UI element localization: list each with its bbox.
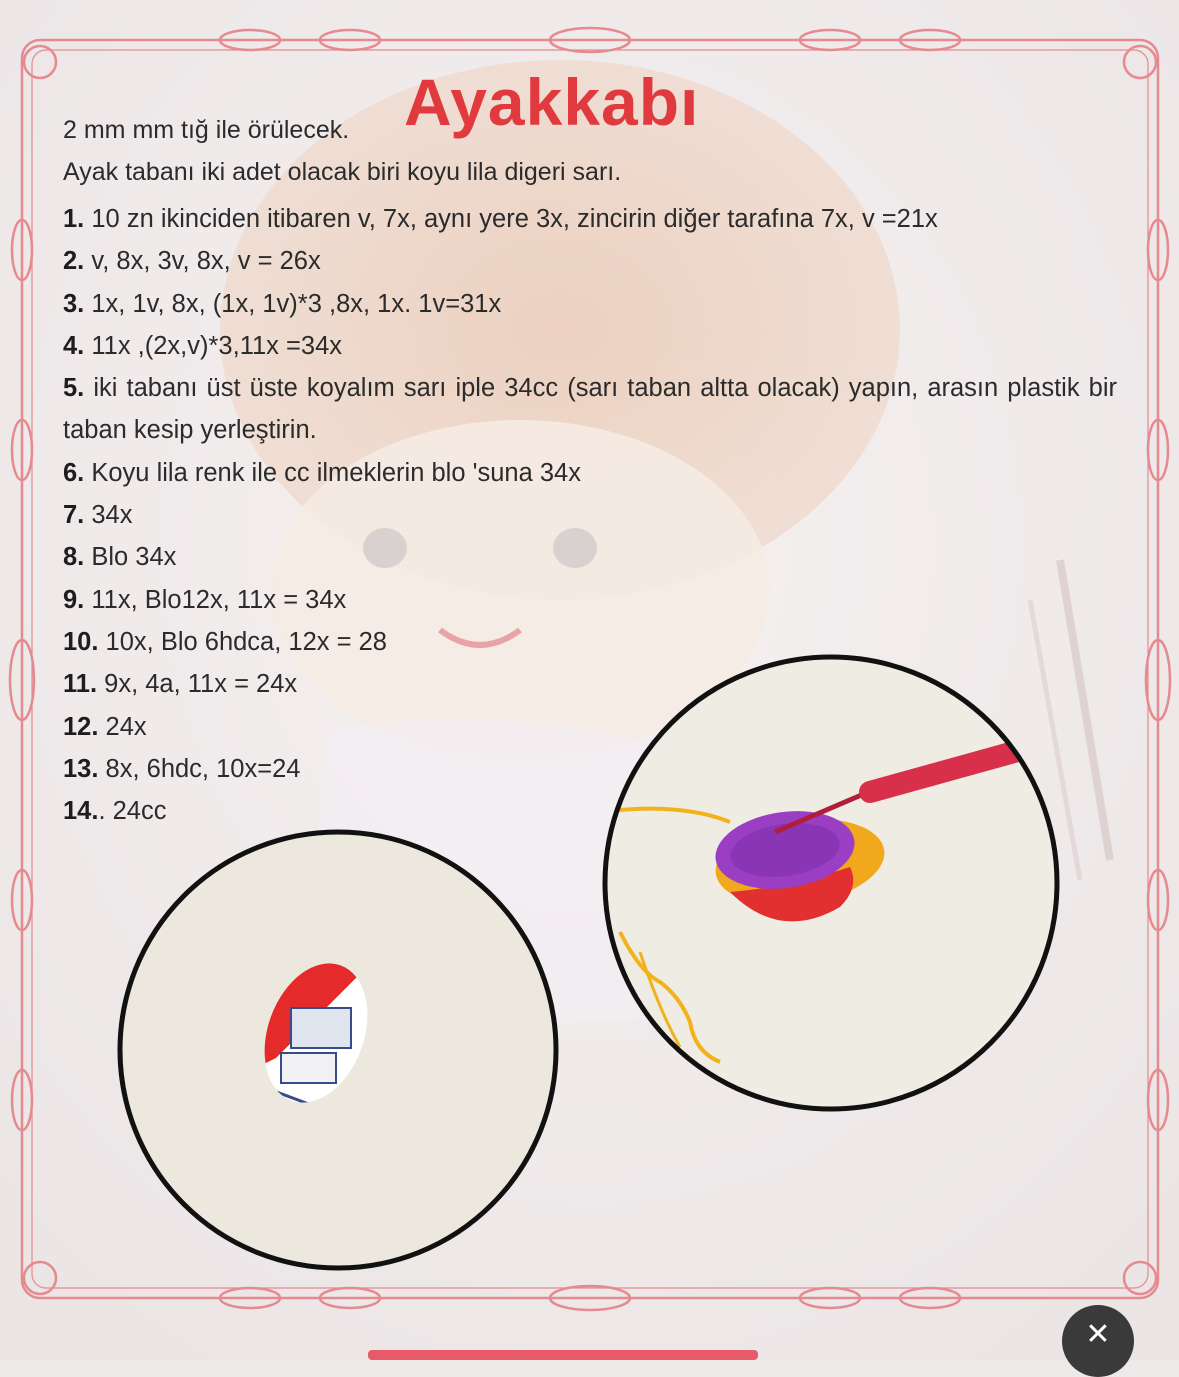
list-item: 6. Koyu lila renk ile cc ilmeklerin blo 'suna 34x: [63, 458, 581, 487]
list-item: 9. 11x, Blo12x, 11x = 34x: [63, 585, 347, 614]
list-item: 3. 1x, 1v, 8x, (1x, 1v)*3 ,8x, 1x. 1v=31x: [63, 289, 502, 318]
plastic-insert-photo: [116, 828, 560, 1272]
list-item: 13. 8x, 6hdc, 10x=24: [63, 754, 301, 783]
list-item: 7. 34x: [63, 501, 133, 530]
intro-hook-size: 2 mm mm tığ ile örülecek.: [63, 116, 350, 144]
list-item: 11. 9x, 4a, 11x = 24x: [63, 670, 298, 699]
list-item: 2. v, 8x, 3v, 8x, v = 26x: [63, 247, 321, 276]
list-item: 4. 11x ,(2x,v)*3,11x =34x: [63, 331, 343, 360]
watermark-logo: [368, 1340, 758, 1360]
list-item: 5. iki tabanı üst üste koyalım sarı iple 34cc (sarı taban altta olacak) yapın, arasın plastik bir taban kesip yerleştirin.: [63, 374, 1117, 445]
list-item: 14.. 24cc: [63, 797, 167, 826]
page-title: Ayakkabı: [404, 65, 700, 139]
intro-sole-note: Ayak tabanı iki adet olacak biri koyu lila digeri sarı.: [63, 158, 622, 186]
list-item: 12. 24x: [63, 712, 147, 741]
list-item: 1. 10 zn ikinciden itibaren v, 7x, aynı yere 3x, zincirin diğer tarafına 7x, v =21x: [63, 205, 938, 233]
list-item: 8. Blo 34x: [63, 543, 177, 572]
crochet-sole-photo: [600, 652, 1062, 1114]
list-item: 10. 10x, Blo 6hdca, 12x = 28: [63, 627, 387, 656]
close-icon[interactable]: ✕: [1062, 1305, 1134, 1377]
